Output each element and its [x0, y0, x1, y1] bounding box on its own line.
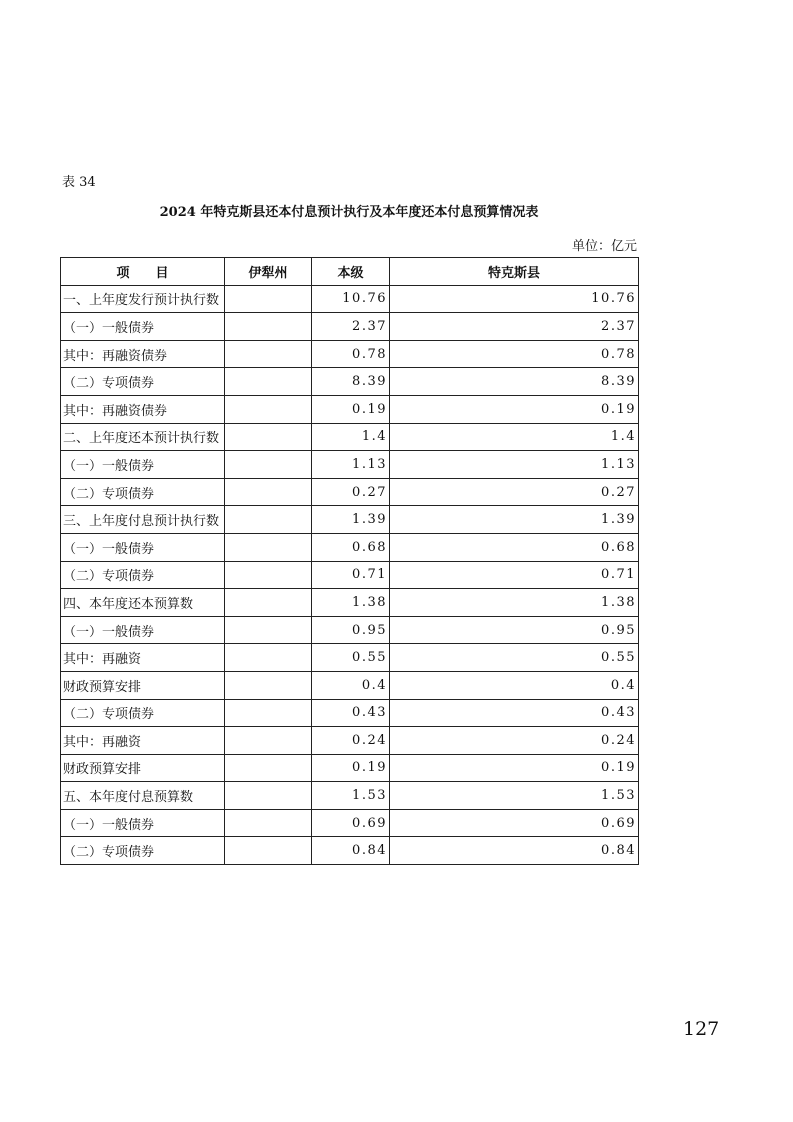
table-row [61, 616, 639, 644]
table-row [61, 589, 639, 617]
table-row [61, 395, 639, 423]
cell-yili [225, 478, 312, 506]
cell-tekesi: 0.19 [390, 395, 639, 423]
row-label: 财政预算安排 [61, 754, 225, 782]
cell-yili [225, 809, 312, 837]
table-row [61, 285, 639, 313]
row-label: 一、上年度发行预计执行数 [61, 285, 225, 313]
table-row [61, 837, 639, 865]
cell-benji: 0.84 [312, 837, 390, 865]
cell-benji: 0.69 [312, 809, 390, 837]
table-row [61, 313, 639, 341]
cell-tekesi: 10.76 [390, 285, 639, 313]
row-label: （一）一般债券 [61, 533, 225, 561]
table-header-row [61, 258, 639, 286]
table-row [61, 782, 639, 810]
row-label: 其中：再融资债券 [61, 340, 225, 368]
row-label: 三、上年度付息预计执行数 [61, 506, 225, 534]
row-label: （二）专项债券 [61, 368, 225, 396]
cell-tekesi: 1.38 [390, 589, 639, 617]
cell-yili [225, 699, 312, 727]
cell-benji: 1.38 [312, 589, 390, 617]
table-row [61, 340, 639, 368]
cell-benji: 1.39 [312, 506, 390, 534]
table-row [61, 506, 639, 534]
cell-benji: 8.39 [312, 368, 390, 396]
header-tekesi: 特克斯县 [390, 258, 639, 286]
cell-benji: 2.37 [312, 313, 390, 341]
cell-tekesi: 0.69 [390, 809, 639, 837]
table-row [61, 368, 639, 396]
table-row [61, 478, 639, 506]
row-label: 财政预算安排 [61, 671, 225, 699]
row-label: 其中：再融资 [61, 644, 225, 672]
table-title: 2024 年特克斯县还本付息预计执行及本年度还本付息预算情况表 [159, 205, 539, 220]
cell-tekesi: 0.71 [390, 561, 639, 589]
row-label: （二）专项债券 [61, 478, 225, 506]
row-label: 其中：再融资 [61, 727, 225, 755]
page-number: 127 [683, 1018, 720, 1040]
cell-tekesi: 0.78 [390, 340, 639, 368]
header-item: 项 目 [61, 258, 225, 286]
table-row [61, 809, 639, 837]
cell-yili [225, 423, 312, 451]
row-label: 二、上年度还本预计执行数 [61, 423, 225, 451]
cell-yili [225, 589, 312, 617]
cell-benji: 0.24 [312, 727, 390, 755]
cell-benji: 0.71 [312, 561, 390, 589]
cell-tekesi: 0.27 [390, 478, 639, 506]
cell-benji: 0.4 [312, 671, 390, 699]
table-row [61, 727, 639, 755]
cell-tekesi: 0.84 [390, 837, 639, 865]
cell-tekesi: 0.55 [390, 644, 639, 672]
cell-yili [225, 616, 312, 644]
cell-yili [225, 671, 312, 699]
table-row [61, 561, 639, 589]
table-row [61, 423, 639, 451]
cell-benji: 0.78 [312, 340, 390, 368]
row-label: 其中：再融资债券 [61, 395, 225, 423]
cell-benji: 0.19 [312, 395, 390, 423]
cell-yili [225, 727, 312, 755]
cell-benji: 10.76 [312, 285, 390, 313]
cell-benji: 0.19 [312, 754, 390, 782]
cell-benji: 0.27 [312, 478, 390, 506]
cell-yili [225, 533, 312, 561]
cell-benji: 1.13 [312, 451, 390, 479]
cell-tekesi: 0.68 [390, 533, 639, 561]
row-label: （二）专项债券 [61, 561, 225, 589]
cell-tekesi: 1.13 [390, 451, 639, 479]
cell-yili [225, 451, 312, 479]
row-label: （一）一般债券 [61, 313, 225, 341]
cell-tekesi: 1.39 [390, 506, 639, 534]
row-label: （二）专项债券 [61, 699, 225, 727]
cell-benji: 0.95 [312, 616, 390, 644]
table-row [61, 699, 639, 727]
cell-yili [225, 782, 312, 810]
table-row [61, 533, 639, 561]
cell-tekesi: 8.39 [390, 368, 639, 396]
row-label: 四、本年度还本预算数 [61, 589, 225, 617]
cell-benji: 1.53 [312, 782, 390, 810]
cell-tekesi: 2.37 [390, 313, 639, 341]
cell-yili [225, 837, 312, 865]
cell-benji: 1.4 [312, 423, 390, 451]
cell-yili [225, 754, 312, 782]
cell-yili [225, 561, 312, 589]
cell-yili [225, 644, 312, 672]
header-yili: 伊犁州 [225, 258, 312, 286]
cell-tekesi: 0.4 [390, 671, 639, 699]
cell-yili [225, 313, 312, 341]
table-row [61, 451, 639, 479]
cell-tekesi: 0.24 [390, 727, 639, 755]
cell-tekesi: 1.4 [390, 423, 639, 451]
row-label: 五、本年度付息预算数 [61, 782, 225, 810]
cell-tekesi: 0.95 [390, 616, 639, 644]
cell-benji: 0.68 [312, 533, 390, 561]
table-number: 表 34 [62, 175, 96, 190]
cell-benji: 0.43 [312, 699, 390, 727]
cell-yili [225, 506, 312, 534]
row-label: （二）专项债券 [61, 837, 225, 865]
table-row [61, 671, 639, 699]
cell-yili [225, 368, 312, 396]
cell-benji: 0.55 [312, 644, 390, 672]
row-label: （一）一般债券 [61, 616, 225, 644]
cell-tekesi: 1.53 [390, 782, 639, 810]
table-row [61, 644, 639, 672]
cell-yili [225, 340, 312, 368]
unit-label: 单位：亿元 [571, 239, 637, 254]
debt-service-table [60, 257, 639, 865]
cell-tekesi: 0.43 [390, 699, 639, 727]
table-row [61, 754, 639, 782]
header-benji: 本级 [312, 258, 390, 286]
cell-tekesi: 0.19 [390, 754, 639, 782]
row-label: （一）一般债券 [61, 809, 225, 837]
cell-yili [225, 285, 312, 313]
row-label: （一）一般债券 [61, 451, 225, 479]
cell-yili [225, 395, 312, 423]
